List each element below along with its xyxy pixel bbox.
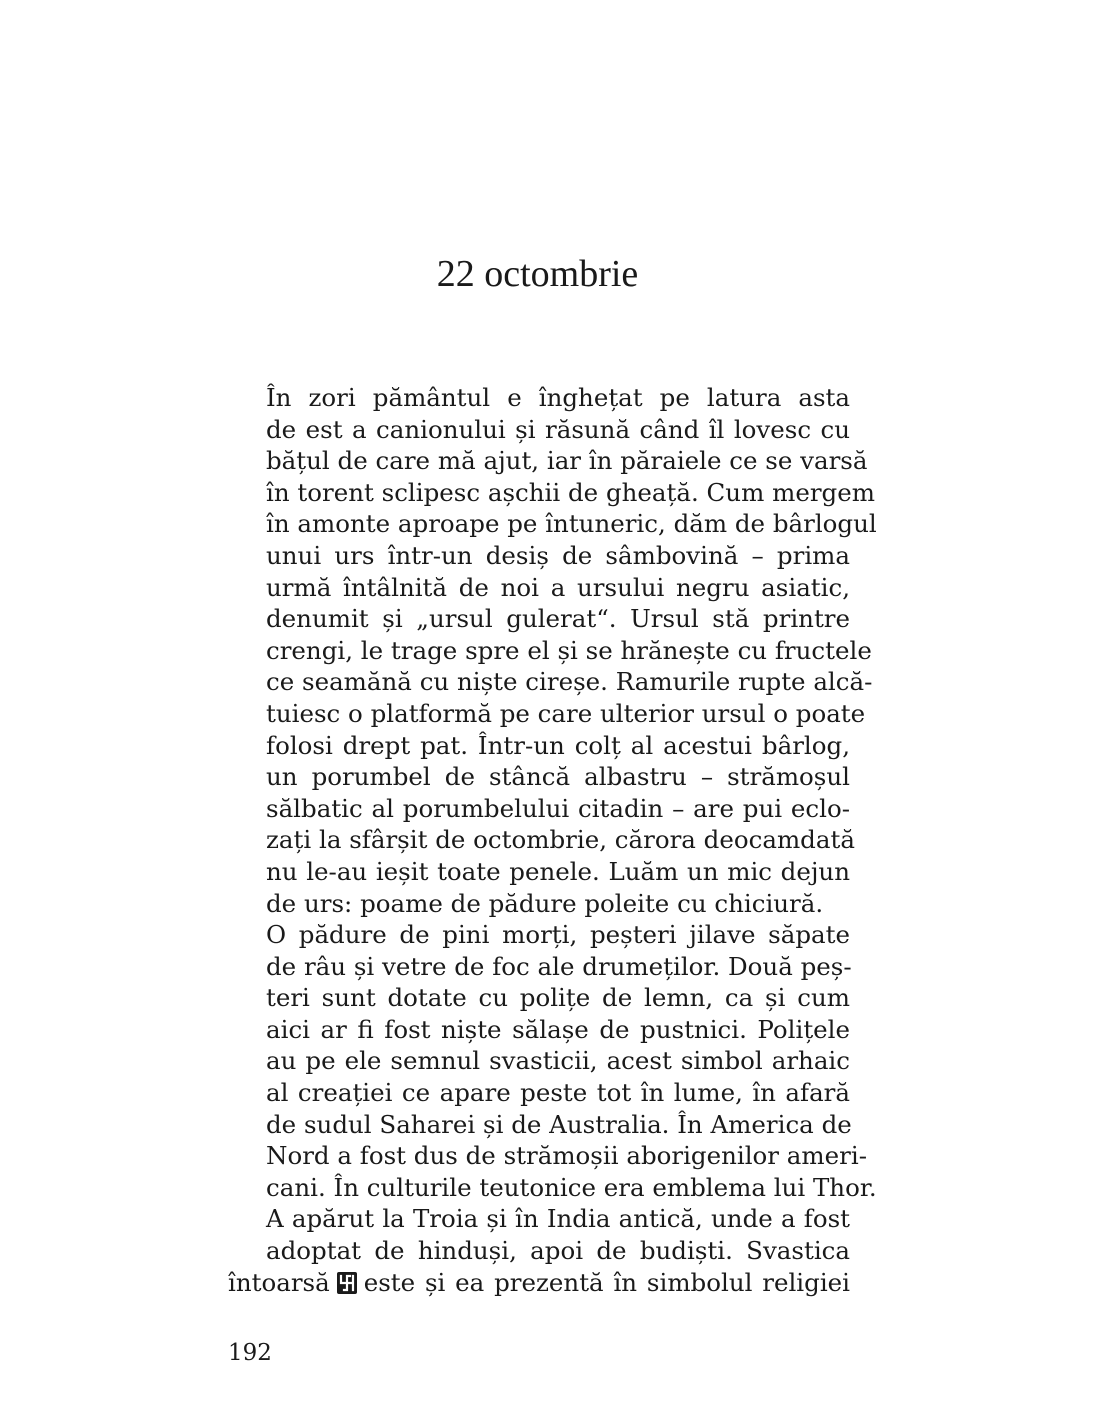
text-before-symbol: întoarsă [228, 1267, 330, 1297]
text-line: au pe ele semnul svasticii, acest simbol arhaic [266, 1046, 850, 1076]
text-line: crengi, le trage spre el și se hrănește cu fructele [266, 635, 872, 665]
page-number: 192 [228, 1340, 272, 1366]
text-line: zați la sfârșit de octombrie, cărora deocamdată [266, 825, 855, 855]
text-line: urmă întâlnită de noi a ursului negru asiatic, [266, 572, 850, 602]
text-line: În zori pământul e înghețat pe latura asta [266, 383, 850, 412]
text-line: aici ar fi fost niște sălașe de pustnici. Polițele [266, 1014, 850, 1044]
text-line: Nord a fost dus de strămoșii aborigenilor ameri- [266, 1141, 867, 1171]
paragraph-1 [228, 382, 877, 919]
text-line: adoptat de hinduși, apoi de budiști. Svastica [266, 1236, 850, 1266]
body-text [228, 382, 877, 1298]
text-line: teri sunt dotate cu polițe de lemn, ca și cum [266, 983, 850, 1013]
text-line: în amonte aproape pe întuneric, dăm de bârlogul [266, 509, 877, 539]
text-line: cani. În culturile teutonice era emblema lui Thor. [266, 1172, 877, 1202]
text-line: O pădure de pini morți, peșteri jilave săpate [266, 920, 850, 950]
text-line: denumit și „ursul gulerat“. Ursul stă printre [266, 604, 850, 634]
text-line: nu le-au ieșit toate penele. Luăm un mic dejun [266, 856, 850, 886]
text-line: ce seamănă cu niște cireșe. Ramurile rupte alcă- [266, 667, 873, 697]
text-line: tuiesc o platformă pe care ulterior ursul o poate [266, 698, 866, 728]
chapter-title: 22 octombrie [436, 253, 639, 295]
text-line: de sudul Saharei și de Australia. În America de [266, 1109, 852, 1139]
text-after-symbol: este și ea prezentă în simbolul religiei [363, 1267, 850, 1297]
paragraph-2 [228, 919, 877, 1298]
text-line: de est a canionului și răsună când îl lovesc cu [266, 414, 850, 444]
text-line: bățul de care mă ajut, iar în păraiele ce se varsă [266, 446, 868, 476]
text-line: unui urs într-un desiș de sâmbovină – prima [266, 540, 850, 570]
reversed-swastika-icon [336, 1271, 358, 1295]
text-line-with-symbol [228, 1267, 850, 1299]
text-line: în torent sclipesc așchii de gheață. Cum mergem [266, 477, 875, 507]
text-line: de urs: poame de pădure poleite cu chiciură. [266, 888, 824, 918]
text-line: folosi drept pat. Într-un colț al acestui bârlog, [266, 730, 850, 760]
text-line: sălbatic al porumbelului citadin – are pui eclo- [266, 793, 850, 823]
text-line: un porumbel de stâncă albastru – strămoșul [266, 762, 850, 792]
text-line: de râu și vetre de foc ale drumeților. Două peș- [266, 951, 852, 981]
text-line: A apărut la Troia și în India antică, unde a fost [266, 1204, 850, 1234]
text-line: al creației ce apare peste tot în lume, în afară [266, 1078, 850, 1108]
